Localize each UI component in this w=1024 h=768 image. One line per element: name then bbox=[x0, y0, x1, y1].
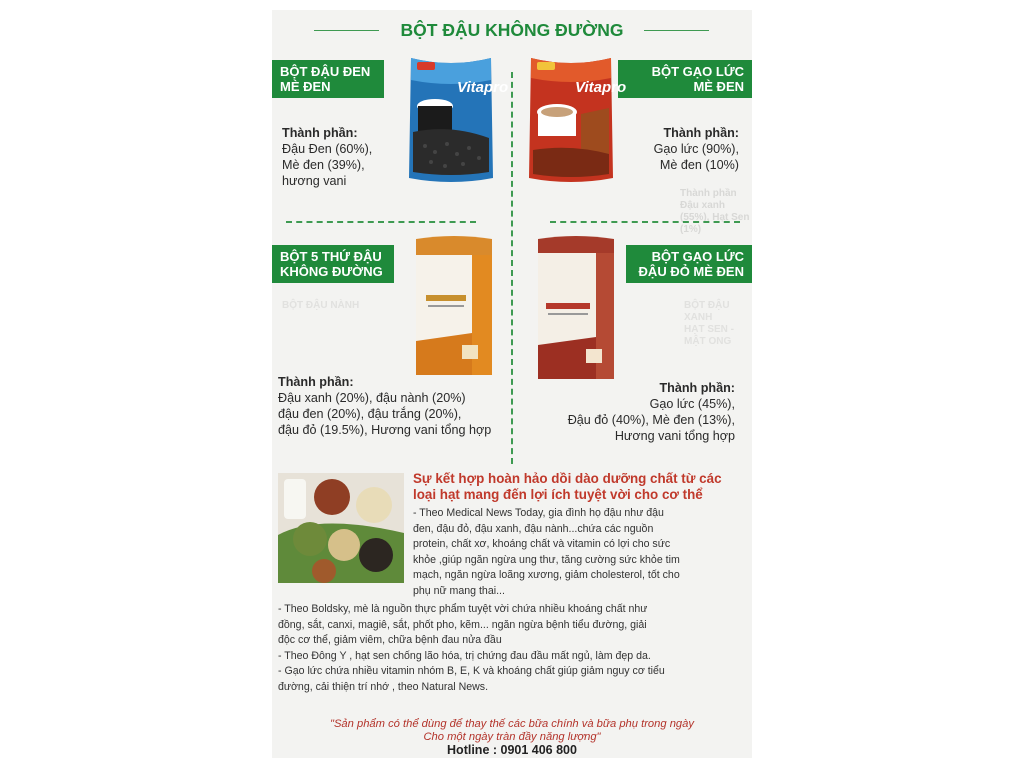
divider-horizontal bbox=[550, 221, 740, 223]
svg-text:Vitapro: Vitapro bbox=[457, 79, 509, 96]
paragraph-line: đen, đậu đỏ, đậu xanh, đậu nành...chứa các nguồn bbox=[413, 522, 654, 535]
quote-line1: "Sản phẩm có thể dùng để thay thế các bữa chính và bữa phụ trong ngày bbox=[330, 718, 694, 730]
product-quote bbox=[272, 718, 752, 744]
product-pack-rice-red-bean bbox=[534, 233, 618, 383]
paragraph-line: - Theo Boldsky, mè là nguồn thực phẩm tuyệt vời chứa nhiều khoáng chất như bbox=[278, 603, 648, 615]
ingredient-line: Đậu xanh (20%), đậu nành (20%) bbox=[278, 391, 466, 405]
ghost-text: BỘT ĐẬU NÀNH bbox=[282, 300, 360, 311]
quote-line2: Cho một ngày tràn đầy năng lượng" bbox=[423, 731, 601, 743]
benefits-headline bbox=[413, 471, 745, 503]
paragraph-line: khỏe ,giúp ngăn ngừa ung thư, tăng cường sức khỏe tim bbox=[413, 553, 680, 566]
divider-horizontal bbox=[286, 221, 476, 223]
ghost-text: Thành phần Đậu xanh (55%), Hạt Sen (1%) bbox=[680, 188, 750, 235]
paragraph-line: - Theo Medical News Today, gia đình họ đậu như đậu bbox=[413, 507, 664, 519]
grains-photo bbox=[278, 473, 404, 583]
product-flyer bbox=[272, 10, 752, 758]
product-name-line2: KHÔNG ĐƯỜNG bbox=[280, 264, 383, 279]
ingredient-line: đậu đỏ (19.5%), Hương vani tổng hợp bbox=[278, 423, 492, 437]
paragraph-line: đồng, sắt, canxi, magiê, sắt, phốt pho, kẽm... ngăn ngừa bệnh tiểu đường, giải bbox=[278, 618, 647, 631]
ingredients-label: Thành phần: bbox=[659, 381, 735, 395]
paragraph-line: độc cơ thể, giảm viêm, chữa bệnh đau nửa đầu bbox=[278, 634, 502, 647]
svg-text:Vitapro: Vitapro bbox=[575, 79, 627, 96]
ingredient-line: Mè đen (10%) bbox=[659, 158, 739, 172]
ingredients-rice-red-bean bbox=[530, 380, 735, 444]
product-pack-black-bean bbox=[405, 54, 509, 184]
hotline: Hotline : 0901 406 800 bbox=[447, 743, 577, 757]
headline-line2: loại hạt mang đến lợi ích tuyệt vời cho cơ thể bbox=[413, 487, 703, 502]
product-banner-five-beans bbox=[272, 245, 394, 283]
ingredients-five-beans bbox=[278, 374, 491, 438]
ingredient-line: Gạo lức (90%), bbox=[653, 142, 739, 156]
ingredient-line: Mè đen (39%), bbox=[282, 158, 365, 172]
ingredient-line: Đậu Đen (60%), bbox=[282, 142, 373, 156]
product-banner-brown-rice bbox=[618, 60, 752, 98]
ingredient-line: Gạo lức (45%), bbox=[649, 397, 735, 411]
ingredients-label: Thành phần: bbox=[663, 126, 739, 140]
product-name-line2: MÈ ĐEN bbox=[280, 79, 331, 94]
ingredients-label: Thành phần: bbox=[278, 375, 354, 389]
headline-line1: Sự kết hợp hoàn hảo dồi dào dưỡng chất từ các bbox=[413, 471, 722, 486]
ingredient-line: hương vani bbox=[282, 174, 347, 188]
ingredient-line: Đậu đỏ (40%), Mè đen (13%), bbox=[567, 413, 735, 427]
product-name-line1: BỘT ĐẬU ĐEN bbox=[280, 64, 371, 79]
paragraph-line: - Theo Đông Y , hạt sen chống lão hóa, trị chứng đau đầu mất ngủ, làm đẹp da. bbox=[278, 649, 651, 662]
product-banner-black-bean bbox=[272, 60, 384, 98]
benefits-paragraph-2 bbox=[278, 602, 748, 696]
benefits-paragraph-1 bbox=[413, 506, 749, 600]
product-name-line1: BỘT GẠO LỨC bbox=[651, 64, 744, 79]
product-pack-brown-rice bbox=[525, 54, 627, 184]
ghost-text: BỘT ĐẬU XANH HẠT SEN - MẬT ONG bbox=[684, 300, 734, 347]
paragraph-line: protein, chất xơ, khoáng chất và vitamin có lợi cho sức bbox=[413, 538, 671, 551]
product-name-line1: BỘT GẠO LỨC bbox=[651, 249, 744, 264]
product-name-line1: BỘT 5 THỨ ĐẬU bbox=[280, 249, 382, 264]
product-name-line2: MÈ ĐEN bbox=[693, 79, 744, 94]
ingredients-brown-rice bbox=[639, 125, 739, 173]
paragraph-line: - Gạo lức chứa nhiều vitamin nhóm B, E, K và khoáng chất giúp giảm nguy cơ tiểu bbox=[278, 665, 665, 678]
product-banner-rice-red-bean bbox=[626, 245, 752, 283]
ingredient-line: Hương vani tổng hợp bbox=[614, 429, 735, 443]
ingredients-black-bean bbox=[282, 125, 372, 189]
divider-vertical bbox=[511, 72, 513, 464]
product-name-line2: ĐẬU ĐỎ MÈ ĐEN bbox=[638, 264, 744, 279]
paragraph-line: phụ nữ mang thai... bbox=[413, 584, 505, 597]
paragraph-line: mạch, ngăn ngừa loãng xương, giảm cholesterol, tốt cho bbox=[413, 569, 680, 582]
page-title: BỘT ĐẬU KHÔNG ĐƯỜNG bbox=[400, 20, 624, 40]
ingredients-label: Thành phần: bbox=[282, 126, 358, 140]
paragraph-line: đường, cải thiện trí nhớ , theo Natural News. bbox=[278, 680, 489, 693]
ingredient-line: đậu đen (20%), đậu trắng (20%), bbox=[278, 407, 462, 421]
product-pack-five-beans bbox=[412, 233, 496, 379]
